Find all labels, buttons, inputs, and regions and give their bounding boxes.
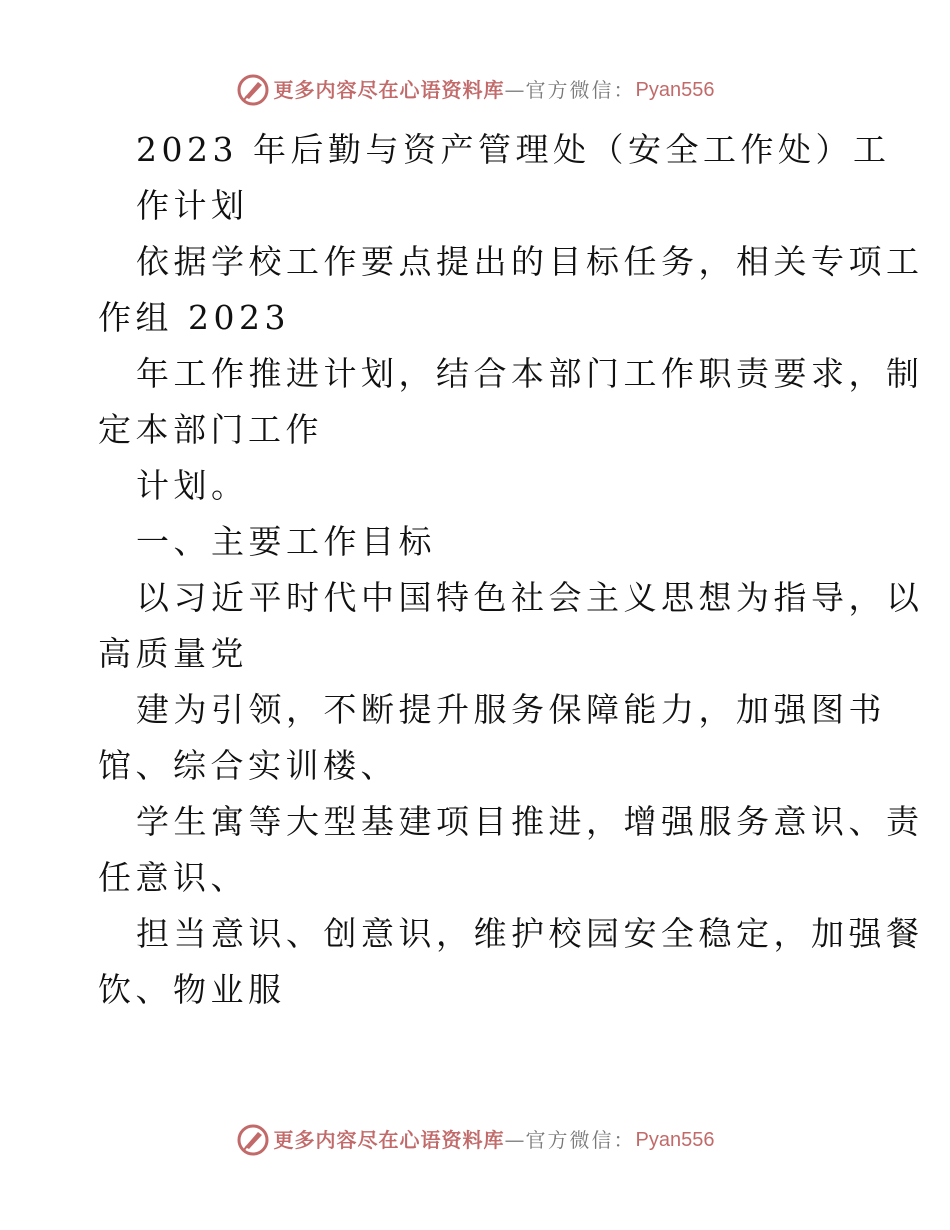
- paragraph-line: 高质量党: [98, 634, 248, 673]
- header-watermark: [0, 70, 950, 110]
- paragraph-line: 饮、物业服: [98, 970, 286, 1009]
- document-title-line-1: 2023 年后勤与资产管理处（安全工作处）工: [136, 130, 891, 169]
- watermark-wechat-id: Pyan556: [635, 79, 715, 101]
- watermark-wechat-id: Pyan556: [635, 1129, 715, 1151]
- paragraph-line: 任意识、: [98, 858, 248, 897]
- paragraph-line: 建为引领，不断提升服务保障能力，加强图书: [136, 690, 886, 729]
- footer-watermark: [0, 1120, 950, 1160]
- paragraph-line: 计划。: [136, 466, 249, 505]
- document-title-line-2: 作计划: [136, 186, 249, 225]
- watermark-wechat-label: 官方微信：: [525, 1128, 636, 1152]
- paragraph-line: 作组 2023: [98, 298, 290, 337]
- watermark-brand: 更多内容尽在心语资料库: [273, 78, 505, 102]
- watermark-wechat-label: 官方微信：: [525, 78, 636, 102]
- watermark-separator: —: [504, 78, 526, 102]
- quill-pen-icon: [236, 1123, 270, 1157]
- paragraph-line: 定本部门工作: [98, 410, 323, 449]
- paragraph-line: 依据学校工作要点提出的目标任务，相关专项工: [136, 242, 924, 281]
- document-body: [98, 122, 924, 1018]
- quill-pen-icon: [236, 73, 270, 107]
- paragraph-line: 以习近平时代中国特色社会主义思想为指导，以: [136, 578, 924, 617]
- section-heading: 一、主要工作目标: [136, 522, 436, 561]
- watermark-separator: —: [504, 1128, 526, 1152]
- watermark-brand: 更多内容尽在心语资料库: [273, 1128, 505, 1152]
- paragraph-line: 学生寓等大型基建项目推进，增强服务意识、责: [136, 802, 924, 841]
- paragraph-line: 担当意识、创意识，维护校园安全稳定，加强餐: [136, 914, 924, 953]
- paragraph-line: 年工作推进计划，结合本部门工作职责要求，制: [136, 354, 924, 393]
- paragraph-line: 馆、综合实训楼、: [98, 746, 398, 785]
